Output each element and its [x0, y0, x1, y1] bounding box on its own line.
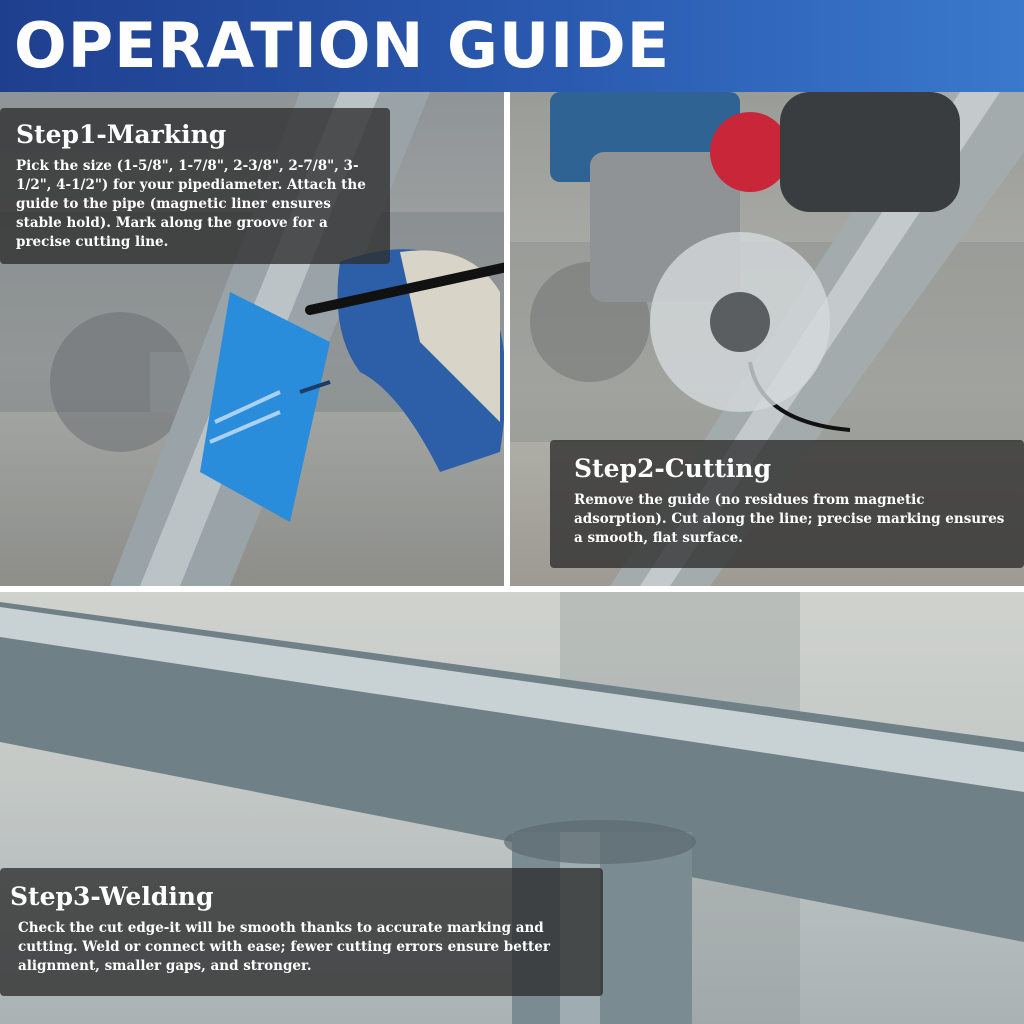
- step1-title: Step1-Marking: [16, 120, 227, 149]
- step1-description: Pick the size (1-5/8", 1-7/8", 2-3/8", 2-7/8", 3-1/2", 4-1/2") for your pipediameter. Attach the guide to the pipe (magnetic liner ensures stable hold). Mark along the groove for a precise cutting line.: [16, 158, 366, 250]
- step2-box: [550, 440, 1024, 568]
- step2-description: Remove the guide (no residues from magnetic adsorption). Cut along the line; precise marking ensures a smooth, flat surface.: [574, 492, 1005, 546]
- step3-title: Step3-Welding: [10, 882, 214, 911]
- step1-box: [0, 108, 390, 264]
- page-title: OPERATION GUIDE: [14, 9, 671, 82]
- step2-title: Step2-Cutting: [574, 454, 772, 483]
- step3-description: Check the cut edge-it will be smooth thanks to accurate marking and cutting. Weld or connect with ease; fewer cutting errors ensure better alignment, smaller gaps, and stronger.: [18, 920, 550, 974]
- step3-box: [0, 868, 603, 996]
- header-banner: [0, 0, 1024, 92]
